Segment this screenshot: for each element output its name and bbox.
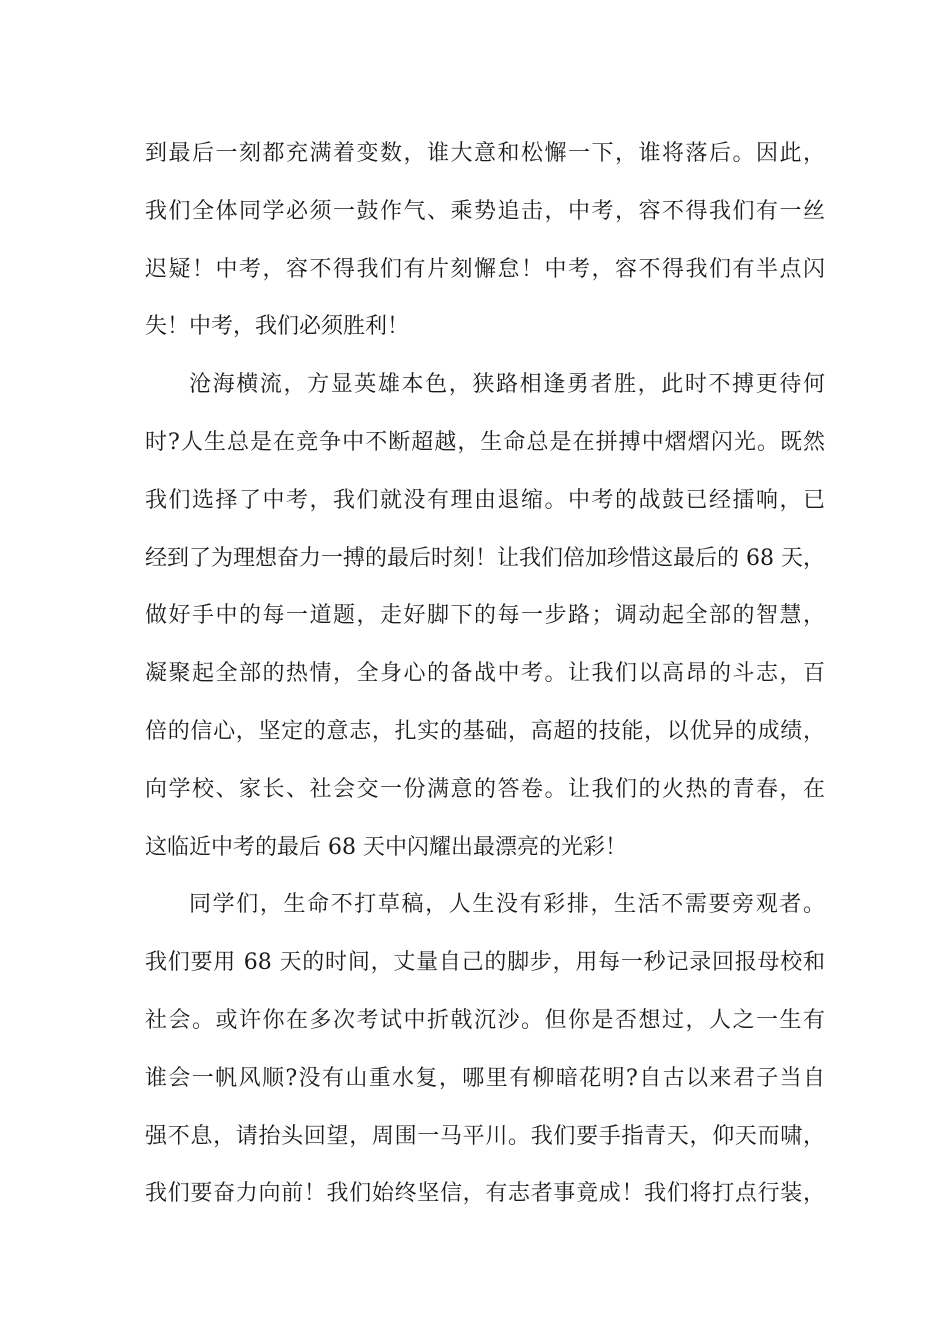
text-line: 失！中考，我们必须胜利！ — [145, 314, 410, 340]
paragraph-first-line: 同学们，生命不打草稿，人生没有彩排，生活不需要旁观者。 — [189, 892, 825, 918]
text-line: 我们要用 68 天的时间，丈量自己的脚步，用每一秒记录回报母校和 — [145, 950, 825, 976]
text-line: 这临近中考的最后 68 天中闪耀出最漂亮的光彩！ — [145, 834, 627, 860]
text-line: 强不息，请抬头回望，周围一马平川。我们要手指青天，仰天而啸， — [145, 1123, 825, 1149]
text-line: 谁会一帆风顺?没有山重水复，哪里有柳暗花明?自古以来君子当自 — [145, 1065, 825, 1091]
text-line: 倍的信心，坚定的意志，扎实的基础，高超的技能，以优异的成绩， — [145, 718, 825, 744]
text-line: 到最后一刻都充满着变数，谁大意和松懈一下，谁将落后。因此， — [145, 141, 825, 166]
text-line: 我们全体同学必须一鼓作气、乘势追击，中考，容不得我们有一丝 — [145, 198, 825, 224]
paragraph-first-line: 沧海横流，方显英雄本色，狭路相逢勇者胜，此时不搏更待何 — [189, 372, 825, 398]
text-line: 我们要奋力向前！我们始终坚信，有志者事竟成！我们将打点行装， — [145, 1181, 825, 1207]
text-line: 做好手中的每一道题，走好脚下的每一步路；调动起全部的智慧， — [145, 603, 825, 629]
text-line: 向学校、家长、社会交一份满意的答卷。让我们的火热的青春，在 — [145, 776, 825, 802]
text-line: 经到了为理想奋力一搏的最后时刻！让我们倍加珍惜这最后的 68 天， — [145, 545, 825, 571]
text-line: 社会。或许你在多次考试中折戟沉沙。但你是否想过，人之一生有 — [145, 1007, 825, 1033]
text-line: 时?人生总是在竞争中不断超越，生命总是在拼搏中熠熠闪光。既然 — [145, 429, 825, 455]
document-body — [145, 125, 825, 1223]
text-line: 凝聚起全部的热情，全身心的备战中考。让我们以高昂的斗志，百 — [145, 661, 825, 687]
text-line: 迟疑！中考，容不得我们有片刻懈怠！中考，容不得我们有半点闪 — [145, 256, 825, 282]
text-line: 我们选择了中考，我们就没有理由退缩。中考的战鼓已经擂响，已 — [145, 487, 825, 513]
